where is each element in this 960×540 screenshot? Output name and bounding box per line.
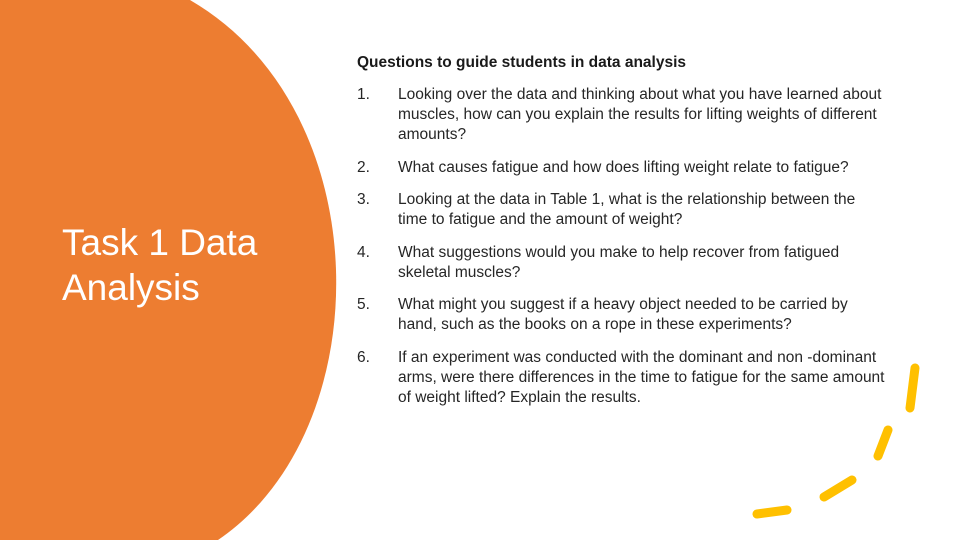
question-number: 2. [357, 159, 370, 176]
question-text: If an experiment was conducted with the dominant and non -dominant arms, were there differences in the time to fatigue for the same amount of weight lifted? Explain the results. [398, 349, 885, 406]
question-text: What causes fatigue and how does lifting weight relate to fatigue? [398, 159, 849, 176]
question-number: 6. [357, 349, 370, 366]
question-text: What suggestions would you make to help recover from fatigued skeletal muscles? [398, 244, 840, 281]
dash-segment [878, 430, 888, 456]
slide-title: Task 1 Data Analysis [62, 222, 258, 308]
dash-segment [824, 480, 852, 497]
dash-segment [910, 368, 915, 408]
question-number: 5. [357, 296, 370, 313]
question-text: Looking over the data and thinking about what you have learned about muscles, how can you explain the results for lifting weights of different amounts? [398, 86, 882, 143]
question-text: Looking at the data in Table 1, what is the relationship between the time to fatigue and the amount of weight? [398, 191, 856, 228]
dash-segment [757, 510, 787, 514]
question-number: 4. [357, 244, 370, 261]
question-number: 1. [357, 86, 370, 103]
questions-heading: Questions to guide students in data analysis [357, 54, 687, 71]
question-text: What might you suggest if a heavy object needed to be carried by hand, such as the books on a rope in these experiments? [398, 296, 848, 333]
question-number: 3. [357, 191, 370, 208]
